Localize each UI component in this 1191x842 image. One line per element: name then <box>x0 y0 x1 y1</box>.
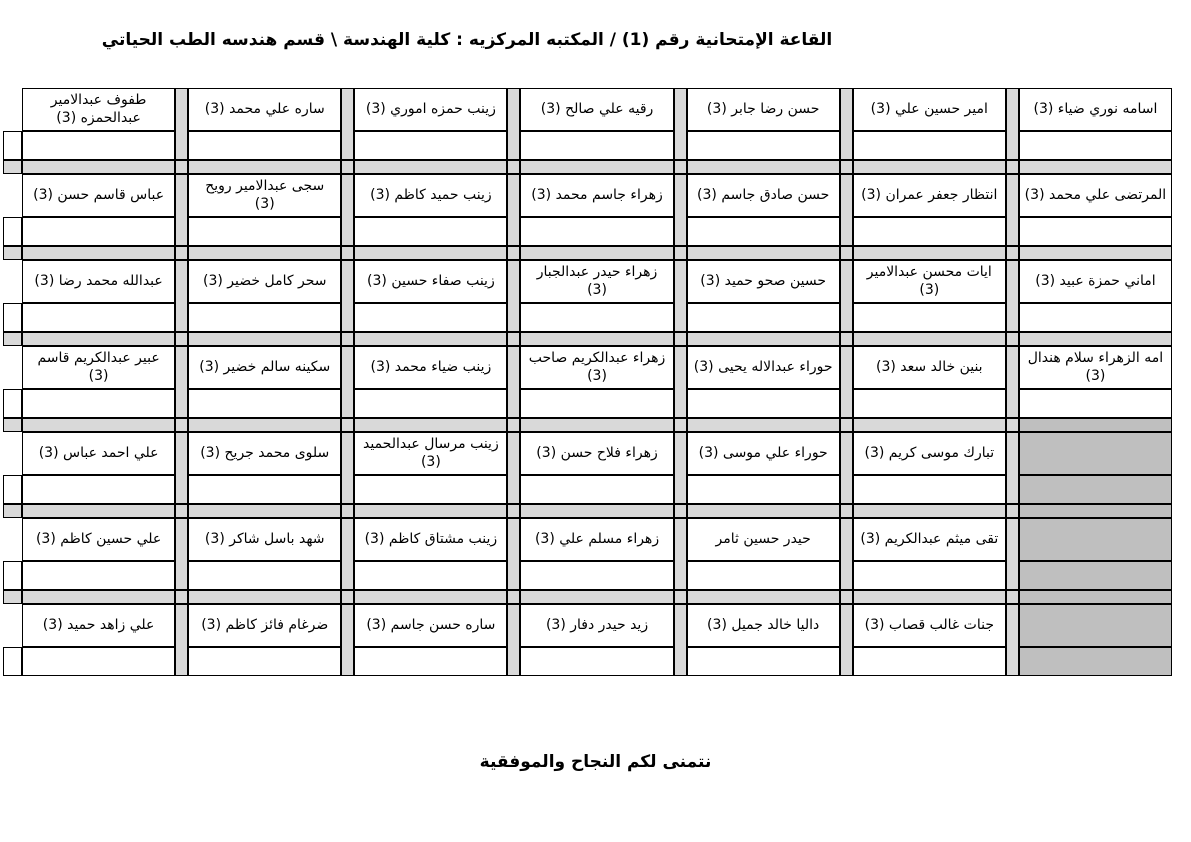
answer-space-cell <box>22 217 175 246</box>
row-spacer-cell <box>520 418 673 432</box>
student-name: زهراء جاسم محمد (3) <box>531 186 663 203</box>
answer-space-cell <box>22 647 175 676</box>
answer-space-cell <box>687 475 840 504</box>
aisle-separator <box>175 432 188 504</box>
row-spacer-cell <box>22 332 175 346</box>
row-spacer-separator <box>840 418 853 432</box>
aisle-separator <box>507 604 520 676</box>
aisle-separator <box>507 174 520 246</box>
student-name: ساره حسن جاسم (3) <box>366 616 496 633</box>
answer-space-cell <box>520 475 673 504</box>
student-name: امير حسين علي (3) <box>870 100 988 117</box>
answer-space-cell <box>22 561 175 590</box>
row-spacer-cell <box>22 418 175 432</box>
row-spacer-cell <box>1019 504 1172 518</box>
aisle-separator <box>341 604 354 676</box>
row-spacer-cell <box>1019 160 1172 174</box>
row-spacer-separator <box>341 590 354 604</box>
aisle-separator <box>840 346 853 418</box>
row-spacer-cell <box>22 504 175 518</box>
student-name: زينب مرسال عبدالحميد (3) <box>363 436 499 470</box>
answer-space-cell <box>1019 561 1172 590</box>
answer-space-cell <box>520 303 673 332</box>
row-spacer-separator <box>1006 160 1019 174</box>
aisle-separator <box>840 88 853 160</box>
seat-cell <box>188 174 341 217</box>
row-spacer-separator <box>175 418 188 432</box>
footer-wishes: نتمنى لكم النجاح والموفقية <box>479 752 712 772</box>
aisle-separator <box>674 604 687 676</box>
row-spacer-cell <box>354 332 507 346</box>
seat-cell <box>687 432 840 475</box>
answer-space-cell <box>1019 303 1172 332</box>
row-spacer-cell <box>354 504 507 518</box>
aisle-separator <box>840 432 853 504</box>
left-edge-cell <box>3 217 22 246</box>
row-spacer-cell <box>188 332 341 346</box>
answer-space-cell <box>1019 217 1172 246</box>
student-name: سلوى محمد جريح (3) <box>200 444 330 461</box>
answer-space-cell <box>687 217 840 246</box>
aisle-separator <box>175 518 188 590</box>
row-spacer-separator <box>341 332 354 346</box>
student-name: تبارك موسى كريم (3) <box>864 444 995 461</box>
seat-cell <box>853 346 1006 389</box>
seat-cell <box>687 260 840 303</box>
row-spacer-separator <box>507 418 520 432</box>
row-spacer-cell <box>1019 246 1172 260</box>
aisle-separator <box>341 174 354 246</box>
seat-cell <box>1019 88 1172 131</box>
student-name: حوراء علي موسى (3) <box>698 444 828 461</box>
row-spacer-cell <box>354 590 507 604</box>
seating-grid <box>3 88 1172 676</box>
row-spacer-separator <box>507 590 520 604</box>
row-spacer-separator <box>840 504 853 518</box>
left-edge-cell <box>3 131 22 160</box>
row-spacer-cell <box>1019 590 1172 604</box>
seat-cell <box>520 260 673 303</box>
seat-cell <box>354 518 507 561</box>
student-name: زهراء فلاح حسن (3) <box>536 444 658 461</box>
answer-space-cell <box>354 475 507 504</box>
student-name: امه الزهراء سلام هندال (3) <box>1027 350 1164 384</box>
seat-cell <box>354 432 507 475</box>
row-spacer-cell <box>354 418 507 432</box>
aisle-separator <box>674 518 687 590</box>
student-name: علي احمد عباس (3) <box>38 444 159 461</box>
seat-cell <box>853 260 1006 303</box>
seat-cell <box>188 432 341 475</box>
row-spacer-cell <box>520 504 673 518</box>
answer-space-cell <box>687 389 840 418</box>
answer-space-cell <box>520 131 673 160</box>
student-name: حسين صحو حميد (3) <box>700 272 827 289</box>
row-spacer-cell <box>687 332 840 346</box>
seat-cell <box>188 604 341 647</box>
student-name: زينب حميد كاظم (3) <box>370 186 492 203</box>
aisle-separator <box>1006 88 1019 160</box>
answer-space-cell <box>853 561 1006 590</box>
student-name: زهراء عبدالكريم صاحب (3) <box>528 350 666 384</box>
row-spacer-cell <box>853 590 1006 604</box>
row-spacer-separator <box>674 590 687 604</box>
row-spacer-cell <box>853 418 1006 432</box>
student-name: سجى عبدالامير رويح (3) <box>205 178 325 212</box>
row-spacer-cell <box>687 418 840 432</box>
answer-space-cell <box>188 389 341 418</box>
answer-space-cell <box>354 389 507 418</box>
aisle-separator <box>507 518 520 590</box>
seat-cell <box>188 346 341 389</box>
row-spacer-separator <box>341 160 354 174</box>
answer-space-cell <box>520 647 673 676</box>
student-name: حيدر حسين ثامر <box>715 530 811 547</box>
answer-space-cell <box>188 131 341 160</box>
aisle-separator <box>674 432 687 504</box>
student-name: زينب ضياء محمد (3) <box>370 358 492 375</box>
answer-space-cell <box>354 647 507 676</box>
row-spacer-separator <box>840 590 853 604</box>
row-spacer-separator <box>175 590 188 604</box>
seat-cell <box>188 260 341 303</box>
seat-cell <box>22 604 175 647</box>
aisle-separator <box>175 88 188 160</box>
row-spacer-separator <box>507 246 520 260</box>
row-spacer-separator <box>175 246 188 260</box>
row-spacer-separator <box>175 160 188 174</box>
student-name: ضرغام فائز كاظم (3) <box>201 616 329 633</box>
seat-cell <box>188 88 341 131</box>
row-spacer-cell <box>520 246 673 260</box>
answer-space-cell <box>188 647 341 676</box>
student-name: المرتضى علي محمد (3) <box>1024 186 1167 203</box>
row-spacer-cell <box>354 246 507 260</box>
aisle-separator <box>1006 260 1019 332</box>
row-spacer-cell <box>188 418 341 432</box>
row-spacer-separator <box>341 418 354 432</box>
row-spacer-separator <box>674 504 687 518</box>
answer-space-cell <box>853 131 1006 160</box>
student-name: ساره علي محمد (3) <box>204 100 325 117</box>
row-spacer-separator <box>1006 332 1019 346</box>
answer-space-cell <box>22 131 175 160</box>
row-spacer-cell <box>1019 418 1172 432</box>
answer-space-cell <box>520 389 673 418</box>
answer-space-cell <box>1019 647 1172 676</box>
student-name: زهراء حيدر عبدالجبار (3) <box>536 264 658 298</box>
student-name: زينب مشتاق كاظم (3) <box>364 530 498 547</box>
row-spacer-separator <box>840 332 853 346</box>
student-name: انتظار جعفر عمران (3) <box>861 186 998 203</box>
student-name: علي زاهد حميد (3) <box>42 616 155 633</box>
aisle-separator <box>341 346 354 418</box>
student-name: شهد باسل شاكر (3) <box>204 530 325 547</box>
aisle-separator <box>674 260 687 332</box>
answer-space-cell <box>853 647 1006 676</box>
aisle-separator <box>840 174 853 246</box>
seat-cell <box>687 518 840 561</box>
student-name: سحر كامل خضير (3) <box>202 272 327 289</box>
answer-space-cell <box>687 561 840 590</box>
aisle-separator <box>1006 346 1019 418</box>
student-name: حوراء عبدالاله يحيى (3) <box>693 358 833 375</box>
student-name: بنين خالد سعد (3) <box>876 358 983 375</box>
left-edge-cell <box>3 475 22 504</box>
row-spacer-cell <box>520 160 673 174</box>
seat-cell <box>687 604 840 647</box>
row-spacer-separator <box>175 504 188 518</box>
seat-cell <box>853 518 1006 561</box>
seat-cell <box>520 604 673 647</box>
row-spacer-edge <box>3 504 22 518</box>
student-name: جنات غالب قصاب (3) <box>864 616 994 633</box>
row-spacer-cell <box>687 246 840 260</box>
aisle-separator <box>674 88 687 160</box>
row-spacer-separator <box>674 160 687 174</box>
student-name: زهراء مسلم علي (3) <box>534 530 660 547</box>
empty-seat-cell <box>1019 518 1172 561</box>
student-name: عباس قاسم حسن (3) <box>33 186 165 203</box>
row-spacer-cell <box>520 590 673 604</box>
row-spacer-cell <box>1019 332 1172 346</box>
student-name: داليا خالد جميل (3) <box>707 616 820 633</box>
row-spacer-edge <box>3 160 22 174</box>
answer-space-cell <box>520 561 673 590</box>
answer-space-cell <box>853 303 1006 332</box>
answer-space-cell <box>1019 475 1172 504</box>
answer-space-cell <box>1019 389 1172 418</box>
aisle-separator <box>175 260 188 332</box>
aisle-separator <box>175 174 188 246</box>
answer-space-cell <box>22 475 175 504</box>
row-spacer-cell <box>188 504 341 518</box>
row-spacer-cell <box>853 504 1006 518</box>
row-spacer-separator <box>507 160 520 174</box>
seat-cell <box>520 518 673 561</box>
seat-cell <box>22 174 175 217</box>
row-spacer-separator <box>674 418 687 432</box>
answer-space-cell <box>687 131 840 160</box>
row-spacer-separator <box>507 504 520 518</box>
answer-space-cell <box>354 131 507 160</box>
row-spacer-separator <box>1006 504 1019 518</box>
seat-cell <box>354 174 507 217</box>
aisle-separator <box>674 346 687 418</box>
student-name: ايات محسن عبدالامير (3) <box>866 264 992 298</box>
aisle-separator <box>1006 518 1019 590</box>
student-name: زينب حمزه اموري (3) <box>365 100 496 117</box>
row-spacer-separator <box>840 246 853 260</box>
aisle-separator <box>341 260 354 332</box>
student-name: زيد حيدر دفار (3) <box>545 616 649 633</box>
row-spacer-cell <box>188 590 341 604</box>
row-spacer-cell <box>853 160 1006 174</box>
empty-seat-cell <box>1019 432 1172 475</box>
student-name: علي حسين كاظم (3) <box>35 530 162 547</box>
row-spacer-cell <box>22 160 175 174</box>
row-spacer-separator <box>1006 246 1019 260</box>
answer-space-cell <box>22 303 175 332</box>
seat-cell <box>1019 174 1172 217</box>
answer-space-cell <box>1019 131 1172 160</box>
aisle-separator <box>175 346 188 418</box>
seat-cell <box>354 346 507 389</box>
seat-cell <box>354 260 507 303</box>
seat-cell <box>687 174 840 217</box>
aisle-separator <box>341 518 354 590</box>
seat-cell <box>853 604 1006 647</box>
aisle-separator <box>674 174 687 246</box>
aisle-separator <box>507 346 520 418</box>
seat-cell <box>22 518 175 561</box>
aisle-separator <box>840 518 853 590</box>
row-spacer-separator <box>341 504 354 518</box>
row-spacer-separator <box>840 160 853 174</box>
seat-cell <box>520 88 673 131</box>
row-spacer-separator <box>175 332 188 346</box>
answer-space-cell <box>188 561 341 590</box>
student-name: حسن رضا جابر (3) <box>706 100 820 117</box>
seat-cell <box>354 604 507 647</box>
seat-cell <box>520 432 673 475</box>
answer-space-cell <box>22 389 175 418</box>
answer-space-cell <box>853 475 1006 504</box>
row-spacer-cell <box>853 246 1006 260</box>
row-spacer-separator <box>341 246 354 260</box>
seat-cell <box>520 346 673 389</box>
seat-cell <box>1019 346 1172 389</box>
answer-space-cell <box>354 303 507 332</box>
answer-space-cell <box>354 217 507 246</box>
aisle-separator <box>507 88 520 160</box>
row-spacer-separator <box>674 246 687 260</box>
seat-cell <box>853 432 1006 475</box>
row-spacer-cell <box>520 332 673 346</box>
student-name: اسامه نوري ضياء (3) <box>1033 100 1158 117</box>
row-spacer-separator <box>1006 590 1019 604</box>
seat-cell <box>1019 260 1172 303</box>
seat-cell <box>22 260 175 303</box>
answer-space-cell <box>687 303 840 332</box>
aisle-separator <box>840 260 853 332</box>
aisle-separator <box>341 88 354 160</box>
answer-space-cell <box>687 647 840 676</box>
aisle-separator <box>341 432 354 504</box>
seat-cell <box>22 432 175 475</box>
seat-cell <box>22 88 175 131</box>
row-spacer-edge <box>3 246 22 260</box>
seat-cell <box>188 518 341 561</box>
answer-space-cell <box>853 389 1006 418</box>
row-spacer-separator <box>507 332 520 346</box>
row-spacer-cell <box>687 504 840 518</box>
left-edge-cell <box>3 647 22 676</box>
student-name: اماني حمزة عبيد (3) <box>1035 272 1156 289</box>
seat-cell <box>853 174 1006 217</box>
seat-cell <box>687 346 840 389</box>
student-name: عبدالله محمد رضا (3) <box>34 272 163 289</box>
student-name: سكينه سالم خضير (3) <box>199 358 331 375</box>
student-name: طفوف عبدالامير عبدالحمزه (3) <box>50 92 147 126</box>
row-spacer-edge <box>3 418 22 432</box>
row-spacer-edge <box>3 332 22 346</box>
seat-cell <box>687 88 840 131</box>
left-edge-cell <box>3 561 22 590</box>
row-spacer-cell <box>687 160 840 174</box>
student-name: عبير عبدالكريم قاسم (3) <box>37 350 160 384</box>
left-edge-cell <box>3 303 22 332</box>
seat-cell <box>22 346 175 389</box>
aisle-separator <box>840 604 853 676</box>
empty-seat-cell <box>1019 604 1172 647</box>
aisle-separator <box>175 604 188 676</box>
seat-cell <box>520 174 673 217</box>
row-spacer-edge <box>3 590 22 604</box>
row-spacer-cell <box>853 332 1006 346</box>
student-name: زينب صفاء حسين (3) <box>367 272 495 289</box>
aisle-separator <box>507 260 520 332</box>
answer-space-cell <box>188 217 341 246</box>
row-spacer-cell <box>687 590 840 604</box>
student-name: رقيه علي صالح (3) <box>540 100 654 117</box>
aisle-separator <box>1006 432 1019 504</box>
student-name: حسن صادق جاسم (3) <box>697 186 830 203</box>
seat-cell <box>354 88 507 131</box>
seat-cell <box>853 88 1006 131</box>
answer-space-cell <box>853 217 1006 246</box>
answer-space-cell <box>354 561 507 590</box>
left-edge-cell <box>3 389 22 418</box>
row-spacer-cell <box>188 160 341 174</box>
aisle-separator <box>507 432 520 504</box>
document-title: القاعة الإمتحانية رقم (1) / المكتبه المركزيه : كلية الهندسة \ قسم هندسه الطب الحياتي <box>101 30 833 50</box>
row-spacer-cell <box>354 160 507 174</box>
row-spacer-cell <box>188 246 341 260</box>
student-name: تقى ميثم عبدالكريم (3) <box>860 530 999 547</box>
answer-space-cell <box>188 475 341 504</box>
row-spacer-cell <box>22 246 175 260</box>
answer-space-cell <box>188 303 341 332</box>
row-spacer-separator <box>1006 418 1019 432</box>
aisle-separator <box>1006 174 1019 246</box>
row-spacer-cell <box>22 590 175 604</box>
answer-space-cell <box>520 217 673 246</box>
aisle-separator <box>1006 604 1019 676</box>
row-spacer-separator <box>674 332 687 346</box>
